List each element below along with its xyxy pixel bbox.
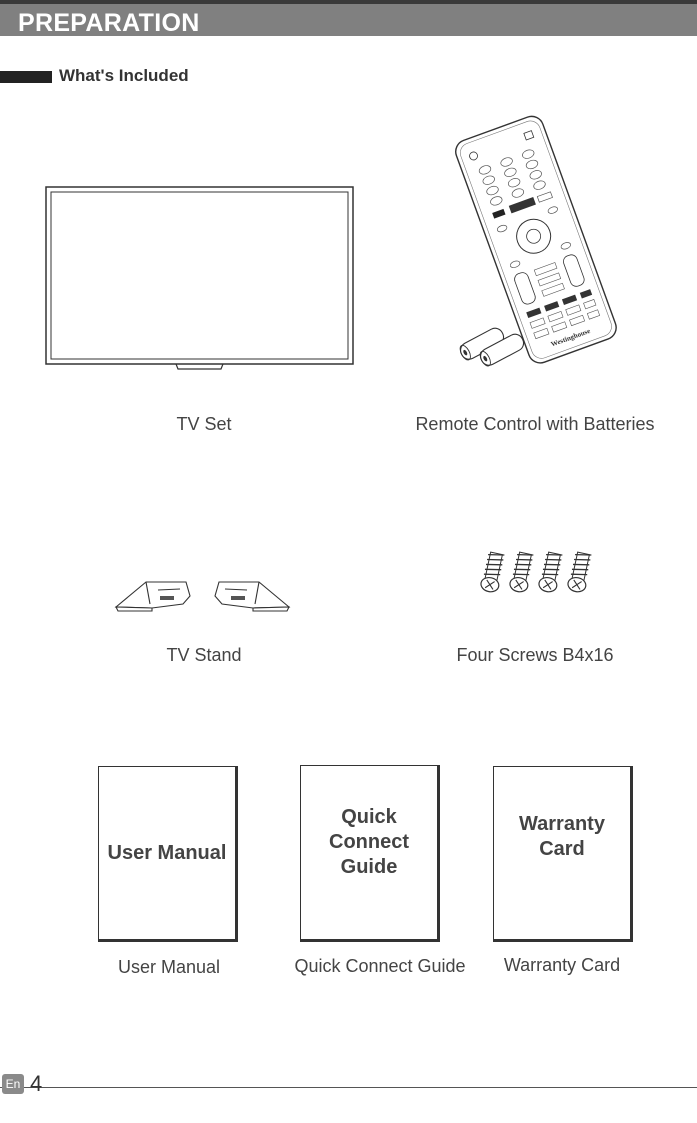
caption-warranty-card: Warranty Card xyxy=(503,955,621,975)
page-number: 4 xyxy=(30,1071,43,1096)
footer-divider xyxy=(0,1087,697,1088)
user-manual-booklet xyxy=(98,766,238,942)
caption-quick-connect-guide: Quick Connect Guide xyxy=(294,956,466,976)
caption-user-manual: User Manual xyxy=(117,957,221,977)
language-badge: En xyxy=(2,1074,24,1094)
section-title: What's Included xyxy=(59,66,189,85)
remote-brand-text: Westinghouse xyxy=(549,326,592,349)
user-manual-cover-text: User Manual xyxy=(107,841,227,864)
quick-guide-cover-text: Quick Connect Guide xyxy=(329,806,409,878)
caption-remote-control: Remote Control with Batteries xyxy=(415,414,655,434)
caption-tv-set: TV Set xyxy=(176,414,232,434)
caption-tv-stand: TV Stand xyxy=(166,645,242,665)
page-title: PREPARATION xyxy=(18,9,200,37)
warranty-card xyxy=(493,766,633,942)
quick-connect-guide-booklet xyxy=(300,765,440,942)
warranty-cover-text: Warranty Card xyxy=(519,813,605,860)
caption-screws: Four Screws B4x16 xyxy=(456,645,614,665)
